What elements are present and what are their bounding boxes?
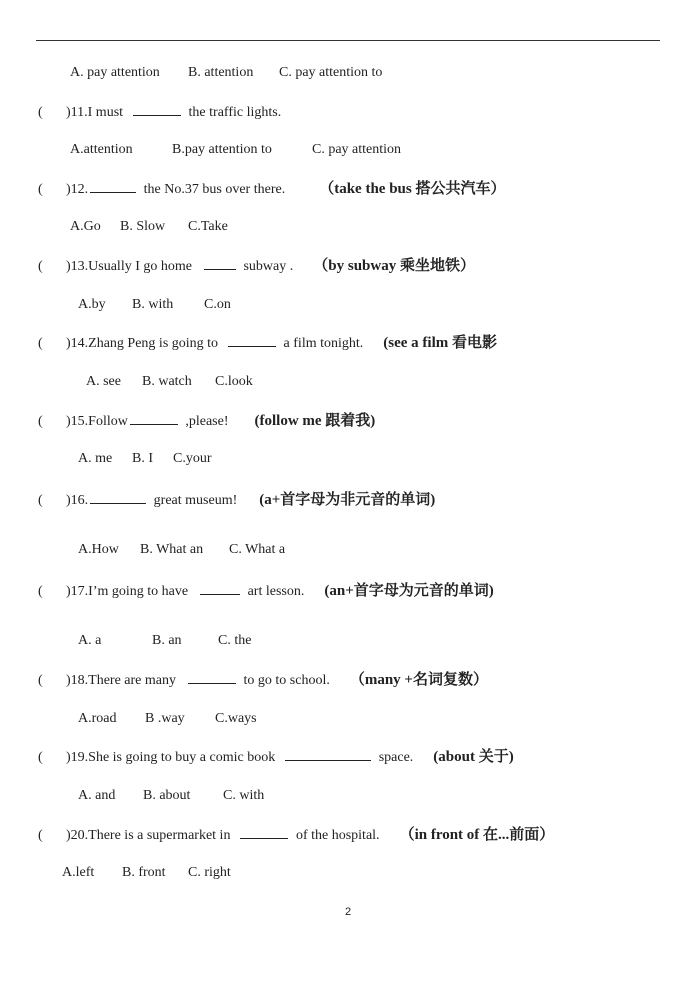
question-12-options <box>70 218 228 236</box>
answer-paren: ( <box>38 105 43 120</box>
option-c: C.on <box>204 297 231 312</box>
answer-paren: ( <box>38 750 43 765</box>
stem-after: a film tonight. <box>283 336 364 351</box>
q10-options <box>70 64 383 82</box>
stem-after: the No.37 bus over there. <box>143 182 286 197</box>
answer-paren: ( <box>38 828 43 843</box>
option-c: C. the <box>218 633 252 648</box>
question-13-options <box>78 296 231 314</box>
answer-paren: ( <box>38 259 43 274</box>
grammar-note: (about 关于) <box>433 749 514 765</box>
answer-paren: ( <box>38 584 43 599</box>
stem-after: space. <box>378 750 414 765</box>
option-c: C. with <box>223 788 265 803</box>
answer-paren: ( <box>38 182 43 197</box>
stem-before: )19.She is going to buy a comic book <box>66 750 276 765</box>
option-b: B.pay attention to <box>172 142 272 157</box>
option-b: B. an <box>152 633 182 648</box>
stem-before: )15.Follow <box>66 414 128 429</box>
option-c: C.ways <box>215 711 257 726</box>
answer-blank <box>228 333 276 347</box>
stem-before: )11.I must <box>66 105 124 120</box>
option-b: B. about <box>143 788 191 803</box>
option-b: B. I <box>132 451 153 466</box>
option-a: A. and <box>78 788 116 803</box>
grammar-note: （by subway 乘坐地铁） <box>313 258 475 274</box>
option-c: C. right <box>188 865 231 880</box>
stem-after: great museum! <box>153 493 238 508</box>
answer-blank <box>240 825 288 839</box>
option-b: B. attention <box>188 65 254 80</box>
stem-before: )17.I’m going to have <box>66 584 189 599</box>
answer-blank <box>90 179 136 193</box>
question-18-options <box>78 710 257 728</box>
option-c: C. pay attention <box>312 142 402 157</box>
stem-after: subway . <box>243 259 294 274</box>
stem-after: the traffic lights. <box>188 105 282 120</box>
option-c: C. What a <box>229 542 286 557</box>
stem-before: )20.There is a supermarket in <box>66 828 231 843</box>
answer-paren: ( <box>38 414 43 429</box>
grammar-note: (follow me 跟着我) <box>254 413 376 429</box>
stem-after: to go to school. <box>243 673 330 688</box>
grammar-note: (see a film 看电影 <box>383 335 497 351</box>
option-c: C. pay attention to <box>279 65 383 80</box>
question-12 <box>38 179 505 199</box>
grammar-note: (a+首字母为非元音的单词) <box>259 492 436 508</box>
option-a: A. see <box>86 374 121 389</box>
question-11 <box>38 102 281 122</box>
option-a: A.left <box>62 865 95 880</box>
question-11-options <box>70 141 402 159</box>
question-14 <box>38 333 497 353</box>
option-b: B. front <box>122 865 166 880</box>
stem-before: )13.Usually I go home <box>66 259 192 274</box>
question-14-options <box>86 373 253 391</box>
question-16-options <box>78 541 286 559</box>
stem-after: art lesson. <box>247 584 305 599</box>
question-20 <box>38 825 554 845</box>
option-c: C.Take <box>188 219 228 234</box>
option-a: A.attention <box>70 142 133 157</box>
option-b: B .way <box>145 711 185 726</box>
option-a: A.Go <box>70 219 101 234</box>
option-a: A.How <box>78 542 119 557</box>
question-16 <box>38 490 435 510</box>
question-15 <box>38 411 375 431</box>
question-17-options <box>78 632 252 650</box>
stem-before: )12. <box>66 182 89 197</box>
stem-before: )14.Zhang Peng is going to <box>66 336 219 351</box>
grammar-note: (an+首字母为元音的单词) <box>324 583 494 599</box>
stem-after: of the hospital. <box>295 828 380 843</box>
stem-before: )18.There are many <box>66 673 176 688</box>
header-rule <box>36 40 660 41</box>
question-20-options <box>62 864 231 882</box>
stem-after: ,please! <box>185 414 229 429</box>
option-b: B. with <box>132 297 174 312</box>
stem-before: )16. <box>66 493 89 508</box>
answer-blank <box>90 490 146 504</box>
question-17 <box>38 581 494 601</box>
answer-paren: ( <box>38 673 43 688</box>
answer-blank <box>133 102 181 116</box>
page-number: 2 <box>344 906 352 918</box>
question-15-options <box>78 450 212 468</box>
option-b: B. What an <box>140 542 204 557</box>
answer-blank <box>188 670 236 684</box>
question-19 <box>38 747 514 767</box>
option-a: A. a <box>78 633 102 648</box>
answer-blank <box>204 256 236 270</box>
option-a: A.by <box>78 297 106 312</box>
option-b: B. Slow <box>120 219 166 234</box>
answer-paren: ( <box>38 336 43 351</box>
option-a: A. me <box>78 451 113 466</box>
answer-blank <box>130 411 178 425</box>
answer-blank <box>285 747 371 761</box>
option-a: A. pay attention <box>70 65 160 80</box>
option-b: B. watch <box>142 374 192 389</box>
option-a: A.road <box>78 711 117 726</box>
option-c: C.look <box>215 374 253 389</box>
answer-blank <box>200 581 240 595</box>
grammar-note: （take the bus 搭公共汽车） <box>319 181 506 197</box>
grammar-note: （many +名词复数） <box>349 672 488 688</box>
question-19-options <box>78 787 265 805</box>
grammar-note: （in front of 在...前面） <box>399 827 555 843</box>
question-18 <box>38 670 488 690</box>
question-13 <box>38 256 475 276</box>
option-c: C.your <box>173 451 212 466</box>
answer-paren: ( <box>38 493 43 508</box>
